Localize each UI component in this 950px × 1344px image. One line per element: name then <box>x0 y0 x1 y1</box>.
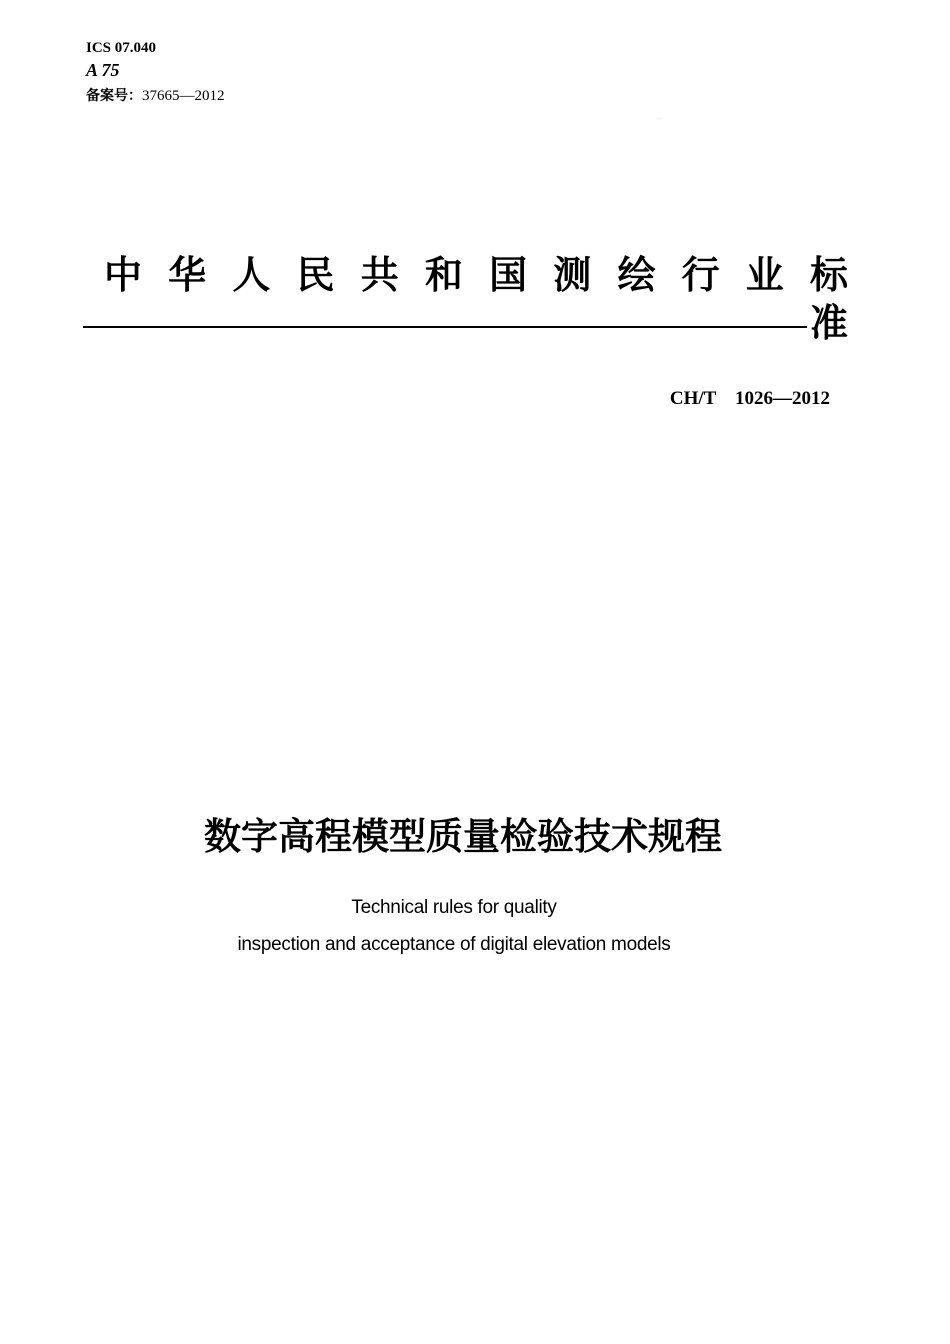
document-title-english-line2: inspection and acceptance of digital elevation models <box>237 934 671 955</box>
classification-code: A 75 <box>86 60 120 80</box>
document-title-chinese: 数字高程模型质量检验技术规程 <box>204 815 722 858</box>
record-number-value: 37665—2012 <box>142 88 225 104</box>
issuing-organization-line1: 中华人民共和国测绘行业标 <box>104 253 848 297</box>
standard-number: CH/T 1026—2012 <box>669 388 830 409</box>
issuing-organization-line2: 准 <box>809 301 848 345</box>
record-number <box>86 85 225 105</box>
ics-code: ICS 07.040 <box>86 40 157 56</box>
faint-watermark-mark: ▪▪ <box>656 114 662 123</box>
record-number-label: 备案号： <box>86 88 142 104</box>
header-divider-rule <box>83 326 807 328</box>
document-title-english-line1: Technical rules for quality <box>351 897 557 918</box>
